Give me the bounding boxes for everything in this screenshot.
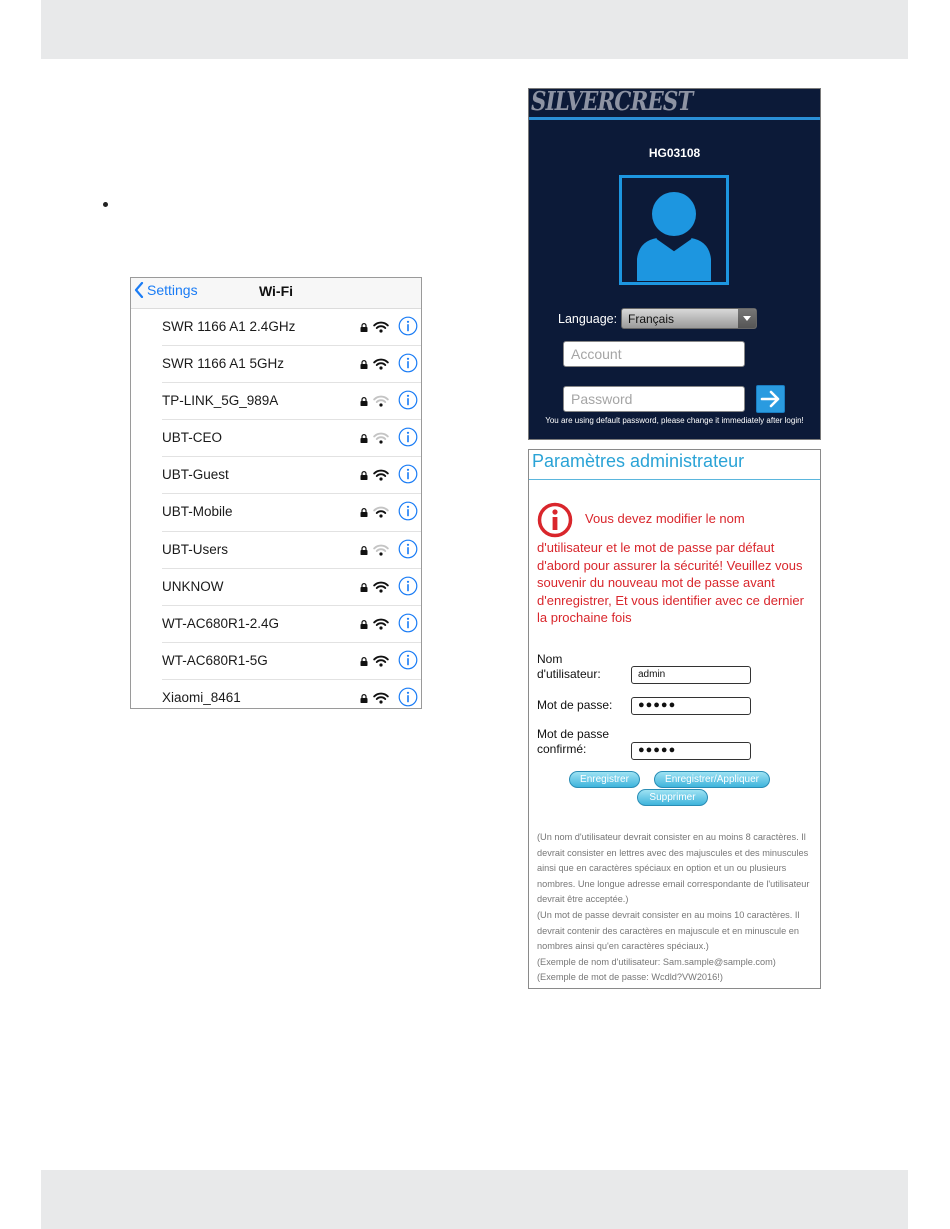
alert-message-first: Vous devez modifier le nom <box>585 511 745 526</box>
password-label: Mot de passe: <box>537 698 613 712</box>
lock-icon <box>360 583 368 592</box>
wifi-signal-icon <box>373 321 389 333</box>
info-icon[interactable] <box>398 353 418 373</box>
bullet-point <box>103 202 108 207</box>
wifi-network-row[interactable] <box>162 346 421 383</box>
save-apply-button[interactable]: Enregistrer/Appliquer <box>654 771 770 788</box>
lock-icon <box>360 620 368 629</box>
password-input[interactable] <box>563 386 745 412</box>
wifi-signal-icon <box>373 432 389 444</box>
login-panel <box>528 88 821 440</box>
network-name: WT-AC680R1-5G <box>162 652 268 668</box>
default-password-warning: You are using default password, please change it immediately after login! <box>545 416 804 425</box>
wifi-network-row[interactable] <box>162 680 421 709</box>
wifi-signal-icon <box>373 395 389 407</box>
network-name: UBT-Mobile <box>162 504 233 520</box>
info-icon[interactable] <box>398 576 418 596</box>
lock-icon <box>360 508 368 517</box>
lock-icon <box>360 471 368 480</box>
wifi-network-list <box>131 309 421 709</box>
lock-icon <box>360 434 368 443</box>
info-icon[interactable] <box>398 390 418 410</box>
delete-button[interactable]: Supprimer <box>637 789 708 806</box>
network-name: UBT-Guest <box>162 467 229 483</box>
wifi-nav-bar <box>131 278 421 309</box>
language-select[interactable] <box>621 308 757 329</box>
wifi-network-row[interactable] <box>162 643 421 680</box>
bottom-footer-band <box>41 1170 908 1229</box>
wifi-network-row[interactable] <box>162 494 421 531</box>
info-icon[interactable] <box>398 501 418 521</box>
user-avatar-icon <box>619 175 729 285</box>
login-submit-button[interactable] <box>756 385 785 413</box>
network-name: SWR 1166 A1 5GHz <box>162 356 285 372</box>
network-name: Xiaomi_8461 <box>162 689 241 705</box>
wifi-settings-panel <box>130 277 422 709</box>
back-label: Settings <box>147 282 198 298</box>
info-icon[interactable] <box>398 539 418 559</box>
network-name: TP-LINK_5G_989A <box>162 393 279 409</box>
wifi-signal-icon <box>373 506 389 518</box>
device-model: HG03108 <box>648 146 701 160</box>
lock-icon <box>360 546 368 555</box>
info-icon[interactable] <box>398 613 418 633</box>
silvercrest-logo: SILVERCREST <box>531 87 693 117</box>
alert-message: d'utilisateur et le mot de passe par défaut d'abord pour assurer la sécurité! Veuillez vous souvenir du nouveau mot de passe avant d'enregistrer, Et vous identifier avec ce dernier la prochaine fois <box>537 540 804 625</box>
info-icon[interactable] <box>398 316 418 336</box>
admin-title: Paramètres administrateur <box>532 451 745 471</box>
arrow-right-icon <box>760 389 781 409</box>
lock-icon <box>360 360 368 369</box>
username-input[interactable]: admin <box>631 666 751 684</box>
info-icon[interactable] <box>398 427 418 447</box>
info-icon[interactable] <box>398 464 418 484</box>
lock-icon <box>360 397 368 406</box>
confirm-password-field[interactable]: ●●●●● <box>631 742 751 760</box>
requirements-note <box>537 830 820 986</box>
lock-icon <box>360 323 368 332</box>
header-divider <box>529 117 820 120</box>
info-icon[interactable] <box>398 687 418 707</box>
wifi-signal-icon <box>373 358 389 370</box>
note-line: (Exemple de mot de passe: Wcdld?VW2016!) <box>537 972 723 983</box>
wifi-signal-icon <box>373 692 389 704</box>
wifi-network-row[interactable] <box>162 457 421 494</box>
info-icon[interactable] <box>398 650 418 670</box>
note-line: (Exemple de nom d'utilisateur: Sam.sample@sample.com) <box>537 956 776 967</box>
network-name: SWR 1166 A1 2.4GHz <box>162 319 296 334</box>
wifi-signal-icon <box>373 581 389 593</box>
wifi-signal-icon <box>373 655 389 667</box>
network-name: UNKNOW <box>162 578 224 594</box>
save-button[interactable]: Enregistrer <box>569 771 640 788</box>
confirm-password-label: Mot de passe confirmé: <box>537 727 610 756</box>
network-name: UBT-CEO <box>162 430 223 446</box>
language-value: Français <box>628 312 675 326</box>
lock-icon <box>360 657 368 666</box>
account-input[interactable] <box>563 341 745 367</box>
title-divider <box>529 479 820 480</box>
wifi-network-row[interactable] <box>162 606 421 643</box>
language-label: Language: <box>558 312 618 326</box>
wifi-title: Wi-Fi <box>258 283 294 299</box>
wifi-signal-icon <box>373 618 389 630</box>
wifi-network-row[interactable] <box>162 383 421 420</box>
wifi-network-row[interactable] <box>162 532 421 569</box>
wifi-signal-icon <box>373 469 389 481</box>
wifi-network-row[interactable] <box>162 309 421 346</box>
dropdown-arrow-icon <box>738 309 756 328</box>
admin-settings-panel <box>528 449 821 989</box>
network-name: WT-AC680R1-2.4G <box>162 615 280 631</box>
note-line: (Un mot de passe devrait consister en au moins 10 caractères. Il devrait contenir des caractères en majuscule et en minuscule en nombres ainsi qu'en caractères spéciaux.) <box>537 909 800 952</box>
network-name: UBT-Users <box>162 541 229 557</box>
note-line: (Un nom d'utilisateur devrait consister en au moins 8 caractères. Il devrait consister en lettres avec des majuscules et des minuscules ainsi que en caractères spéciaux en option et un ou plusieurs nombres. Une longue adresse email correspondante de l'utilisateur devrait être acceptée.) <box>537 832 810 905</box>
info-alert-icon <box>537 502 573 538</box>
lock-icon <box>360 694 368 703</box>
wifi-network-row[interactable] <box>162 420 421 457</box>
wifi-signal-icon <box>373 544 389 556</box>
top-header-band <box>41 0 908 59</box>
password-field[interactable]: ●●●●● <box>631 697 751 715</box>
username-label: Nom d'utilisateur: <box>537 652 601 681</box>
wifi-network-row[interactable] <box>162 569 421 606</box>
